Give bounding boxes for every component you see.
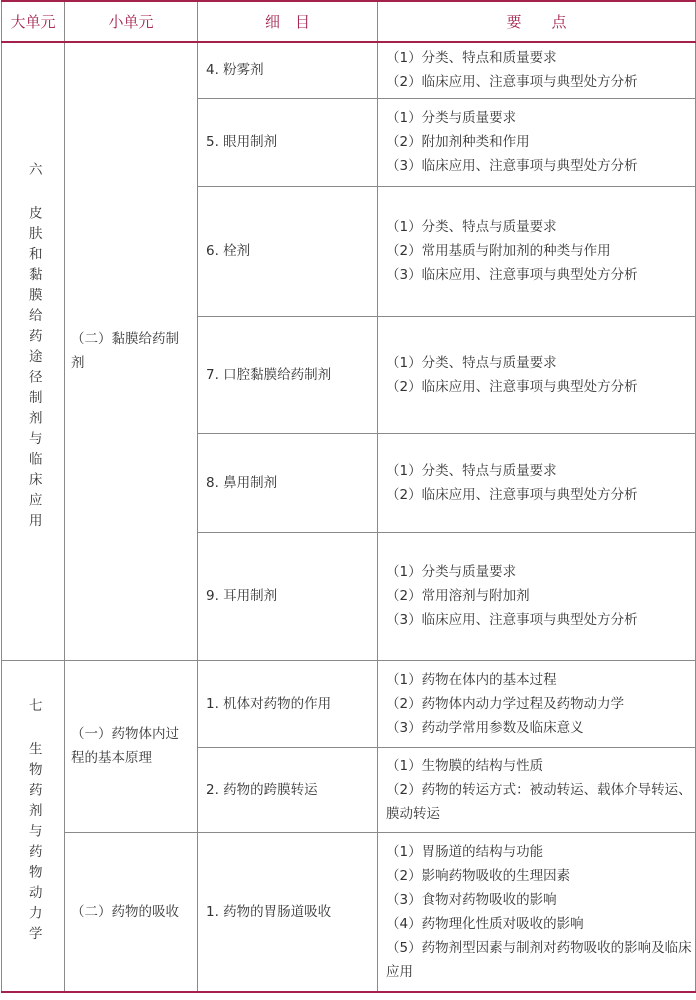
point-item: （1）生物膜的结构与性质: [386, 757, 544, 774]
major-unit-cell: [2, 42, 65, 660]
points-cell: [378, 660, 696, 747]
point-item: （1）胃肠道的结构与功能: [386, 843, 544, 860]
points-cell: [378, 98, 696, 186]
point-item: （4）药物理化性质对吸收的影响: [386, 915, 584, 932]
table-row: [2, 42, 696, 98]
detail-cell: 4. 粉雾剂: [198, 42, 378, 98]
detail-cell: 2. 药物的跨膜转运: [198, 747, 378, 832]
minor-unit-cell: （一）药物体内过程的基本原理: [65, 660, 198, 832]
syllabus-table: [1, 0, 696, 993]
point-item: （2）药物体内动力学过程及药物动力学: [386, 695, 625, 712]
detail-cell: 6. 栓剂: [198, 186, 378, 316]
points-cell: [378, 186, 696, 316]
minor-unit-cell: （二）黏膜给药制剂: [65, 42, 198, 660]
point-item: （1）分类与质量要求: [386, 110, 517, 126]
point-item: （3）临床应用、注意事项与典型处方分析: [386, 158, 638, 174]
point-item: （2）附加剂种类和作用: [386, 134, 530, 150]
detail-cell: 1. 药物的胃肠道吸收: [198, 832, 378, 992]
minor-unit-cell: （二）药物的吸收: [65, 832, 198, 992]
major-unit-title: 七 生物药剂与药物动力学: [25, 697, 42, 946]
point-item: （2）常用溶剂与附加剂: [386, 588, 530, 604]
point-item: （2）常用基质与附加剂的种类与作用: [386, 243, 611, 259]
header-key-points: 要 点: [378, 1, 696, 42]
detail-cell: 8. 鼻用制剂: [198, 433, 378, 532]
points-cell: [378, 316, 696, 433]
points-cell: [378, 433, 696, 532]
point-item: （5）药物剂型因素与制剂对药物吸收的影响及临床应用: [386, 939, 692, 980]
point-item: （3）食物对药物吸收的影响: [386, 891, 557, 908]
point-item: （2）临床应用、注意事项与典型处方分析: [386, 378, 638, 395]
point-item: （1）分类、特点与质量要求: [386, 462, 557, 479]
point-item: （3）药动学常用参数及临床意义: [386, 719, 584, 736]
detail-cell: 9. 耳用制剂: [198, 532, 378, 660]
table-row: [2, 660, 696, 747]
points-cell: [378, 42, 696, 98]
point-item: （3）临床应用、注意事项与典型处方分析: [386, 267, 638, 283]
header-row: [2, 1, 696, 42]
point-item: （1）分类、特点和质量要求: [386, 50, 557, 67]
major-unit-title: 六 皮肤和黏膜给药途径制剂与临床应用: [25, 161, 42, 533]
header-minor-unit: 小单元: [65, 1, 198, 42]
header-detail: 细 目: [198, 1, 378, 42]
points-cell: [378, 832, 696, 992]
points-cell: [378, 532, 696, 660]
point-item: （2）药物的转运方式：被动转运、载体介导转运、膜动转运: [386, 781, 692, 822]
table-row: [2, 832, 696, 992]
point-item: （1）分类、特点与质量要求: [386, 219, 557, 235]
point-item: （2）临床应用、注意事项与典型处方分析: [386, 486, 638, 503]
point-item: （1）分类与质量要求: [386, 564, 517, 580]
detail-cell: 5. 眼用制剂: [198, 98, 378, 186]
detail-cell: 7. 口腔黏膜给药制剂: [198, 316, 378, 433]
major-unit-cell: [2, 660, 65, 992]
point-item: （2）影响药物吸收的生理因素: [386, 867, 571, 884]
point-item: （1）药物在体内的基本过程: [386, 671, 557, 688]
detail-cell: 1. 机体对药物的作用: [198, 660, 378, 747]
point-item: （1）分类、特点与质量要求: [386, 354, 557, 371]
points-cell: [378, 747, 696, 832]
header-major-unit: 大单元: [2, 1, 65, 42]
point-item: （2）临床应用、注意事项与典型处方分析: [386, 74, 638, 91]
point-item: （3）临床应用、注意事项与典型处方分析: [386, 612, 638, 628]
